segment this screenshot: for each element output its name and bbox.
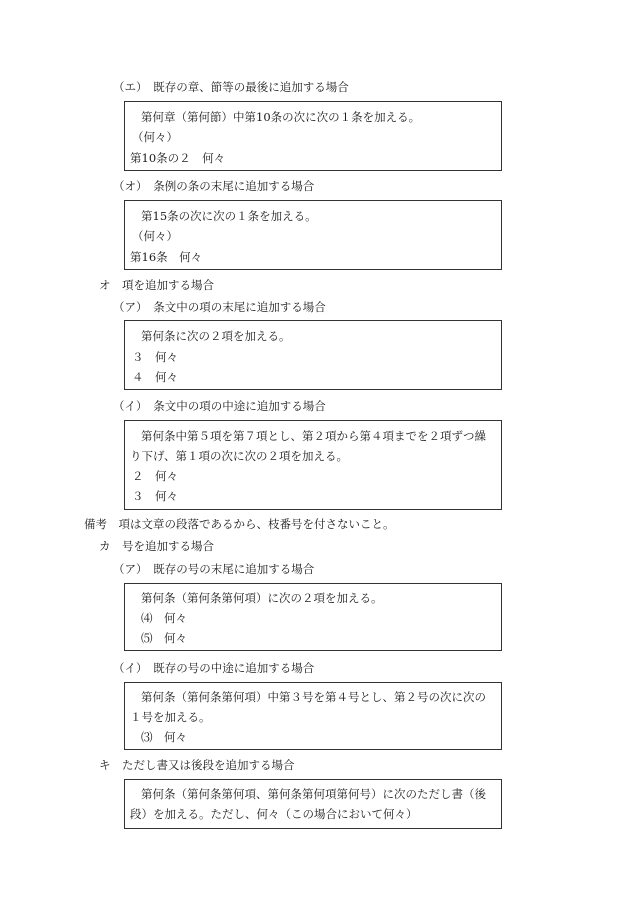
example-line: 第何条（第何条第何項）中第３号を第４号とし、第２号の次に次の (141, 690, 486, 704)
example-line: １号を加える。 (130, 710, 211, 724)
example-line: 第何条（第何条第何項、第何条第何項第何号）に次のただし書（後 (141, 787, 486, 801)
section-heading: （イ） 条文中の項の中途に追加する場合 (113, 399, 326, 413)
example-line: 段）を加える。ただし、何々（この場合において何々） (130, 807, 418, 821)
example-line: ３ 何々 (132, 350, 178, 364)
example-line: ⑶ 何々 (141, 730, 187, 744)
example-line: り下げ、第１項の次に次の２項を加える。 (130, 449, 349, 463)
example-line: （何々） (132, 130, 178, 144)
example-line: 第何章（第何節）中第10条の次に次の１条を加える。 (141, 110, 421, 124)
example-line: 第何条中第５項を第７項とし、第２項から第４項までを２項ずつ繰 (141, 429, 486, 443)
example-line: ⑸ 何々 (141, 631, 187, 645)
example-box (124, 200, 502, 270)
section-heading: カ 号を追加する場合 (99, 539, 214, 553)
section-heading: キ ただし書又は後段を追加する場合 (99, 758, 295, 772)
example-box (124, 101, 502, 171)
example-line: 第15条の次に次の１条を加える。 (141, 209, 317, 223)
section-heading: （オ） 条例の条の末尾に追加する場合 (113, 179, 315, 193)
example-box (124, 320, 502, 390)
example-line: ２ 何々 (132, 469, 178, 483)
example-box (124, 682, 502, 750)
section-heading: （ア） 既存の号の末尾に追加する場合 (113, 562, 315, 576)
example-box (124, 420, 502, 510)
example-line: 第何条（第何条第何項）に次の２項を加える。 (141, 591, 383, 605)
example-line: 第10条の２ 何々 (130, 151, 226, 165)
example-line: ４ 何々 (132, 370, 178, 384)
example-box (124, 779, 502, 829)
example-line: ３ 何々 (132, 489, 178, 503)
remark-note: 備考 項は文章の段落であるから、枝番号を付さないこと。 (84, 517, 395, 531)
example-line: 第16条 何々 (130, 250, 203, 264)
example-line: （何々） (132, 229, 178, 243)
example-box (124, 583, 502, 651)
section-heading: （エ） 既存の章、節等の最後に追加する場合 (113, 80, 349, 94)
example-line: ⑷ 何々 (141, 611, 187, 625)
example-line: 第何条に次の２項を加える。 (141, 329, 291, 343)
section-heading: オ 項を追加する場合 (99, 278, 214, 292)
section-heading: （ア） 条文中の項の末尾に追加する場合 (113, 300, 326, 314)
section-heading: （イ） 既存の号の中途に追加する場合 (113, 661, 315, 675)
